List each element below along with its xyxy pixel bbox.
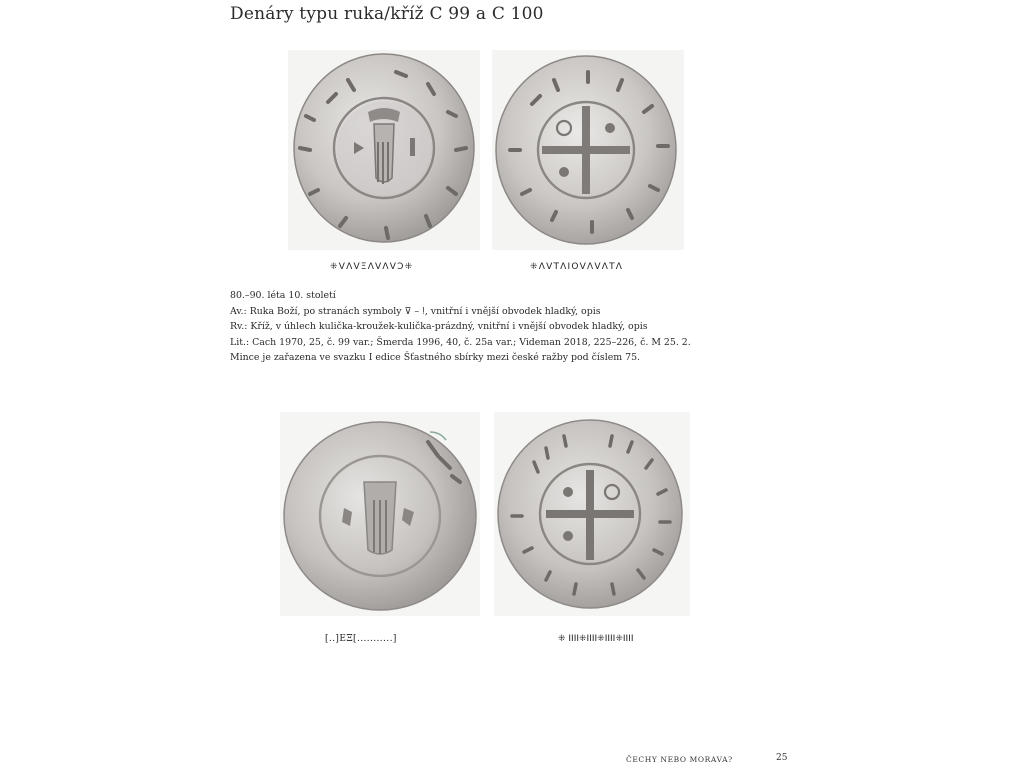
reverse-description: Rv.: Kříž, v úhlech kulička-kroužek-kulička-prázdný, vnitřní i vnější obvodek hladký, opis — [230, 321, 648, 333]
coin-2-obverse-image — [280, 412, 480, 616]
page-number: 25 — [776, 753, 788, 763]
coin-1-reverse-legend: ⁜ΛVΤΛΙΟVΛVΛΤΛ — [530, 262, 624, 272]
coin-2-reverse-image — [494, 412, 690, 616]
coin-1-obverse-image — [288, 50, 480, 250]
dating-line: 80.–90. léta 10. století — [230, 290, 336, 301]
literature-line: Lit.: Cach 1970, 25, č. 99 var.; Šmerda 1996, 40, č. 25a var.; Videman 2018, 225–226, č. M 25. 2. — [230, 336, 691, 348]
coin-1-obverse-legend: ⁜VΛVΞΛVΛVƆ⁜ — [330, 262, 414, 272]
collection-note: Mince je zařazena ve svazku I edice Šťastného sbírky mezi české ražby pod číslem 75. — [230, 352, 641, 364]
running-footer-title: ČECHY NEBO MORAVA? — [626, 755, 733, 764]
coin-2-reverse-legend: ⁜ IIII⁜IIII⁜IIII⁜IIII — [558, 634, 634, 644]
obverse-description: Av.: Ruka Boží, po stranách symboly ⊽ – ǃ, vnitřní i vnější obvodek hladký, opis — [230, 305, 601, 317]
coin-description — [230, 288, 700, 366]
coin-1-reverse-image — [492, 50, 684, 250]
coin-2-obverse-legend: [..]ΕΞ[...........] — [325, 634, 397, 644]
page-heading: Denáry typu ruka/kříž C 99 a C 100 — [230, 4, 544, 24]
